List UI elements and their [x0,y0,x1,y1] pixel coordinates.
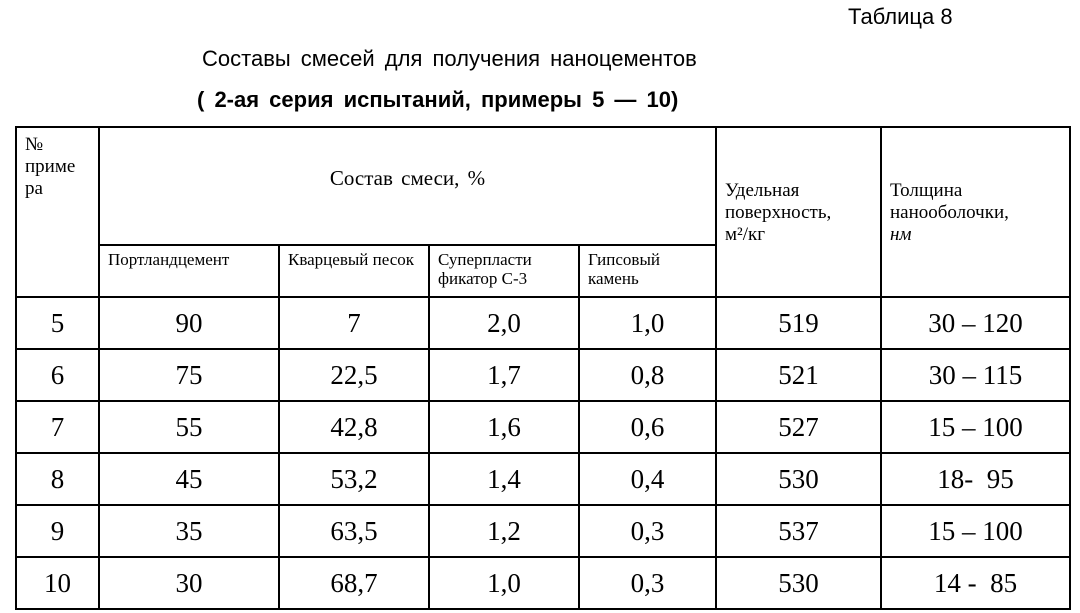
table-row [16,349,1070,401]
table-row [16,401,1070,453]
cell-shell-thickness: 18- 95 [881,453,1070,505]
col-header-specific-surface-text: Удельная поверхность, [725,180,832,223]
cell-example-number: 10 [16,557,99,609]
cell-example-number: 6 [16,349,99,401]
table-row [16,453,1070,505]
table-title: Составы смесей для получения наноцементов [202,46,697,71]
cell-superplasticizer: 1,6 [429,401,579,453]
table-label: Таблица 8 [848,4,953,29]
col-header-example-number-text: № приме ра [25,134,76,199]
sub-header-portland-cement-text: Портландцемент [108,250,230,269]
sub-header-quartz-sand-text: Кварцевый песок [288,250,414,269]
col-header-shell-thickness [881,127,1070,297]
table-row [16,505,1070,557]
cell-specific-surface: 530 [716,453,881,505]
cell-specific-surface: 519 [716,297,881,349]
cell-portland-cement: 35 [99,505,279,557]
sub-header-quartz-sand [279,245,429,297]
cell-shell-thickness: 15 – 100 [881,505,1070,557]
sub-header-gypsum [579,245,716,297]
sub-header-portland-cement [99,245,279,297]
cell-quartz-sand: 68,7 [279,557,429,609]
cell-example-number: 9 [16,505,99,557]
cell-example-number: 7 [16,401,99,453]
sub-header-superplasticizer [429,245,579,297]
cell-gypsum: 0,6 [579,401,716,453]
cell-portland-cement: 90 [99,297,279,349]
col-header-shell-thickness-text: Толщина нанооболочки, [890,180,1009,223]
table-row [16,297,1070,349]
col-header-specific-surface-unit: м²/кг [725,224,766,245]
cell-gypsum: 0,3 [579,505,716,557]
cell-quartz-sand: 22,5 [279,349,429,401]
cell-superplasticizer: 2,0 [429,297,579,349]
cell-superplasticizer: 1,7 [429,349,579,401]
compositions-table [15,126,1071,610]
cell-specific-surface: 521 [716,349,881,401]
cell-superplasticizer: 1,2 [429,505,579,557]
cell-shell-thickness: 30 – 120 [881,297,1070,349]
col-header-example-number [16,127,99,297]
cell-specific-surface: 530 [716,557,881,609]
cell-gypsum: 0,8 [579,349,716,401]
cell-gypsum: 0,4 [579,453,716,505]
table-row [16,557,1070,609]
cell-gypsum: 1,0 [579,297,716,349]
cell-example-number: 5 [16,297,99,349]
col-header-specific-surface [716,127,881,297]
cell-specific-surface: 527 [716,401,881,453]
cell-shell-thickness: 14 - 85 [881,557,1070,609]
sub-header-gypsum-text: Гипсовый камень [588,250,660,288]
col-group-header-composition [99,127,716,245]
sub-header-superplasticizer-text: Суперпласти фикатор С-3 [438,250,532,288]
table-subtitle: ( 2-ая серия испытаний, примеры 5 — 10) [197,87,679,112]
cell-portland-cement: 45 [99,453,279,505]
cell-portland-cement: 75 [99,349,279,401]
cell-specific-surface: 537 [716,505,881,557]
cell-portland-cement: 55 [99,401,279,453]
cell-quartz-sand: 7 [279,297,429,349]
cell-superplasticizer: 1,0 [429,557,579,609]
cell-shell-thickness: 15 – 100 [881,401,1070,453]
cell-quartz-sand: 53,2 [279,453,429,505]
cell-shell-thickness: 30 – 115 [881,349,1070,401]
col-header-shell-thickness-unit: нм [890,224,912,245]
cell-quartz-sand: 42,8 [279,401,429,453]
cell-gypsum: 0,3 [579,557,716,609]
cell-quartz-sand: 63,5 [279,505,429,557]
col-group-header-composition-text: Состав смеси, % [329,166,486,190]
header-row-top [16,127,1070,245]
cell-superplasticizer: 1,4 [429,453,579,505]
cell-portland-cement: 30 [99,557,279,609]
cell-example-number: 8 [16,453,99,505]
